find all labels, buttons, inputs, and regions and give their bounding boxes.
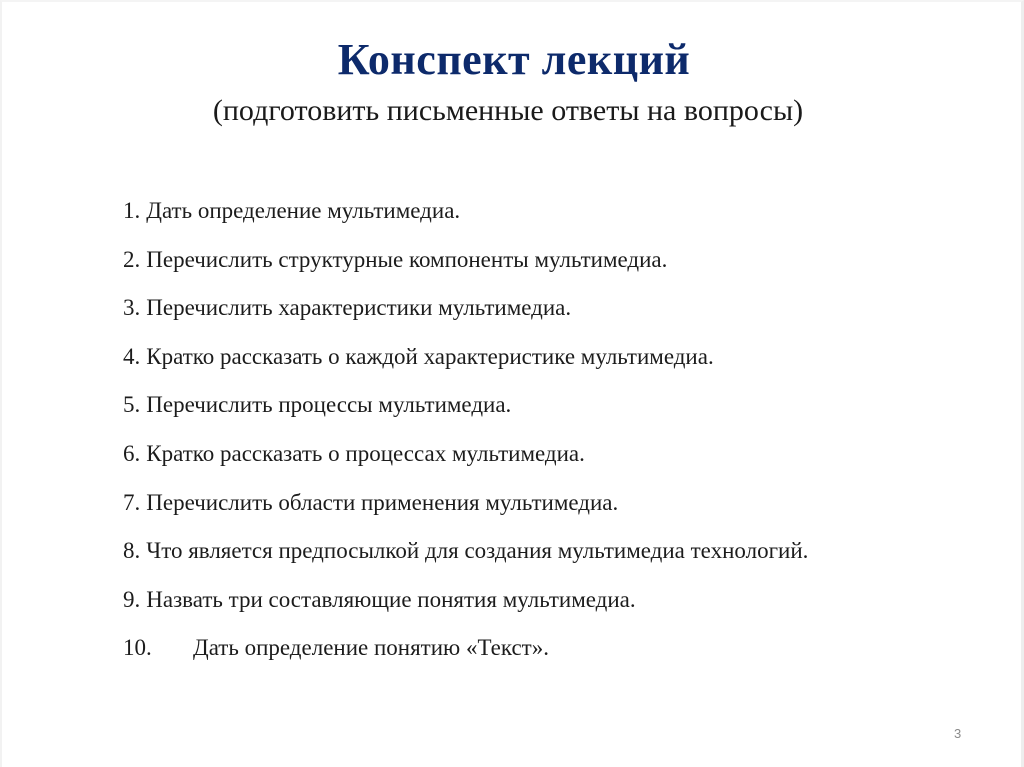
question-number: 1. xyxy=(123,198,141,223)
question-text: Перечислить процессы мультимедиа. xyxy=(146,392,512,418)
question-number: 5. xyxy=(123,392,141,418)
question-number: 10. xyxy=(123,635,152,661)
slide-subtitle: (подготовить письменные ответы на вопросы) xyxy=(212,94,804,127)
question-item xyxy=(123,485,808,534)
question-number: 9. xyxy=(123,586,141,612)
question-number: 2. xyxy=(123,246,141,272)
slide-number: 3 xyxy=(954,726,962,741)
question-list xyxy=(123,193,808,679)
question-item xyxy=(123,630,808,679)
question-item xyxy=(123,436,808,485)
question-text: Кратко рассказать о каждой характеристике мультимедиа. xyxy=(146,343,714,369)
question-item xyxy=(123,242,808,291)
question-number: 6. xyxy=(123,440,141,466)
question-text: Перечислить структурные компоненты мультимедиа. xyxy=(146,246,668,272)
question-item xyxy=(123,290,808,339)
question-item xyxy=(123,339,808,388)
question-text: Кратко рассказать о процессах мультимедиа. xyxy=(146,440,585,466)
question-text: Дать определение мультимедиа. xyxy=(146,198,461,223)
question-number: 4. xyxy=(123,343,141,369)
question-text: Назвать три составляющие понятия мультимедиа. xyxy=(146,586,636,612)
question-text: Перечислить характеристики мультимедиа. xyxy=(146,295,572,321)
question-text: Перечислить области применения мультимедиа. xyxy=(146,489,619,515)
question-item xyxy=(123,582,808,631)
question-text: Что является предпосылкой для создания мультимедиа технологий. xyxy=(146,538,809,564)
question-number: 8. xyxy=(123,538,141,564)
question-number: 7. xyxy=(123,489,141,515)
question-text: Дать определение понятию «Текст». xyxy=(193,635,549,661)
question-item xyxy=(123,387,808,436)
question-item xyxy=(123,533,808,582)
question-number: 3. xyxy=(123,295,141,321)
question-item xyxy=(123,193,808,242)
slide-title: Конспект лекций xyxy=(337,35,691,84)
